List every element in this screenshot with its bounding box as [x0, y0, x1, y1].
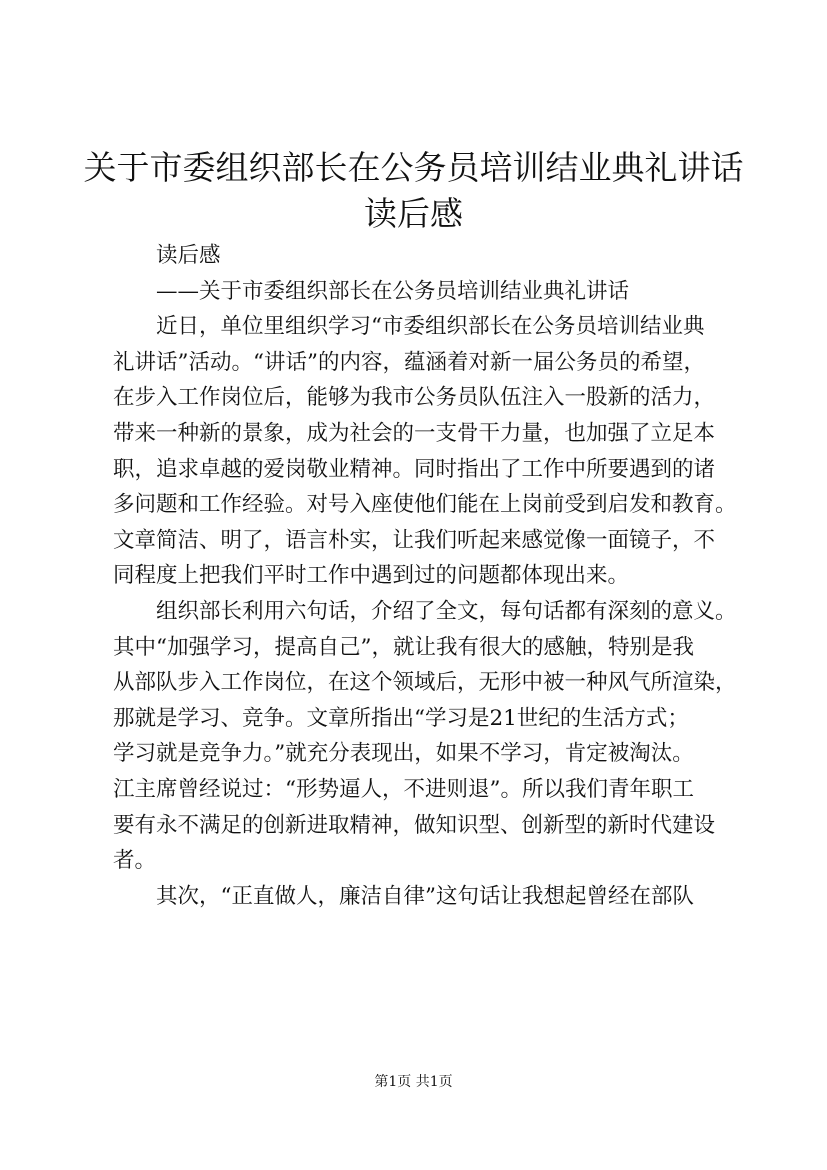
text-line: 从部队步入工作岗位，在这个领域后，无形中被一种风气所渲染， — [113, 670, 737, 696]
text-line: 组织部长利用六句话，介绍了全文，每句话都有深刻的意义。 — [156, 598, 737, 624]
text-line: 者。 — [113, 848, 157, 874]
text-line: 近日，单位里组织学习“市委组织部长在公务员培训结业典 — [156, 314, 705, 340]
text-line: 多问题和工作经验。对号入座使他们能在上岗前受到启发和教育。 — [113, 492, 737, 518]
text-line: 文章简洁、明了，语言朴实，让我们听起来感觉像一面镜子，不 — [113, 527, 716, 553]
text-line: 学习就是竞争力。”就充分表现出，如果不学习，肯定被淘汰。 — [113, 741, 694, 767]
text-line: 职，追求卓越的爱岗敬业精神。同时指出了工作中所要遇到的诸 — [113, 456, 716, 482]
document-title — [60, 145, 767, 237]
text-line: 在步入工作岗位后，能够为我市公务员队伍注入一股新的活力， — [113, 385, 716, 411]
text-line: ——关于市委组织部长在公务员培训结业典礼讲话 — [156, 278, 630, 304]
paragraph-subtitle — [113, 274, 738, 310]
paragraph-3 — [113, 879, 738, 915]
title-line-1: 关于市委组织部长在公务员培训结业典礼讲话 — [83, 148, 744, 187]
text-line: 同程度上把我们平时工作中遇到过的问题都体现出来。 — [113, 563, 630, 589]
paragraph-2 — [113, 594, 738, 879]
page-footer: 第1页 共1页 — [374, 1074, 453, 1090]
text-line: 带来一种新的景象，成为社会的一支骨干力量，也加强了立足本 — [113, 420, 716, 446]
text-line: 读后感 — [156, 243, 221, 268]
text-line: 那就是学习、竞争。文章所指出“学习是21世纪的生活方式； — [113, 705, 689, 731]
text-line: 要有永不满足的创新进取精神，做知识型、创新型的新时代建设 — [113, 812, 716, 838]
title-line-2: 读后感 — [364, 194, 463, 233]
text-line: 其次，“正直做人，廉洁自律”这句话让我想起曾经在部队 — [156, 883, 694, 909]
document-body — [113, 238, 738, 914]
text-line: 其中“加强学习，提高自己”，就让我有很大的感触，特别是我 — [113, 634, 694, 660]
paragraph-1 — [113, 309, 738, 594]
text-line: 江主席曾经说过：“形势逼人，不进则退”。所以我们青年职工 — [113, 776, 694, 802]
paragraph-heading — [113, 238, 738, 274]
text-line: 礼讲话”活动。“讲话”的内容，蕴涵着对新一届公务员的希望， — [113, 349, 705, 375]
